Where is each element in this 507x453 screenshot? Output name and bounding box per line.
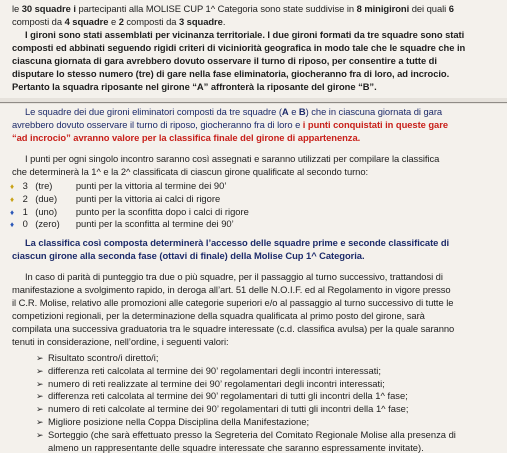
- tiebreak-criteria-list: [36, 352, 456, 453]
- qualification-line-2: ciascun girone alla seconda fase (ottavi di finale) della Molise Cup 1^ Categoria.: [12, 250, 365, 261]
- arrow-bullet-icon: ➢: [36, 353, 44, 363]
- crossover-line-1: Le squadre dei due gironi eliminatori composti da tre squadre (A e B) che in ciascuna giornata di gara: [25, 106, 443, 117]
- criteria-item: ➢ differenza reti calcolata al termine dei 90’ regolamentari di tutti gli incontri della 1^ fase;: [36, 390, 408, 402]
- criteria-item: ➢ differenza reti calcolata al termine dei 90’ regolamentari degli incontri interessati;: [36, 364, 381, 376]
- points-item: ♦ 0 (zero) punti per la sconfitta al termine dei 90’: [10, 218, 234, 230]
- intro-line-6: disputare lo stesso numero (tre) di gare nella fase eliminatoria, giocheranno fra di loro, ad incrocio.: [12, 68, 450, 79]
- diamond-bullet-icon: ♦: [10, 182, 15, 191]
- points-item: ♦ 3 (tre) punti per la vittoria al termine dei 90’: [10, 180, 227, 191]
- intro-line-5: ciascuna giornata di gara avrebbero dovuto osservare il turno di riposo, per consentire a tutte di: [12, 55, 437, 66]
- points-item: ♦ 1 (uno) punto per la sconfitta dopo i calci di rigore: [10, 205, 249, 217]
- intro-line-3: I gironi sono stati assemblati per vicinanza territoriale. I due gironi formati da tre squadre sono stati: [25, 29, 465, 40]
- tiebreak-line-5: compilata una successiva graduatoria tra le squadre interessate (c.d. classifica avulsa) per la quale saranno: [12, 323, 455, 334]
- arrow-bullet-icon: ➢: [36, 416, 44, 427]
- arrow-bullet-icon: ➢: [36, 378, 44, 389]
- points-item: ♦ 2 (due) punti per la vittoria ai calci di rigore: [10, 192, 221, 204]
- tiebreak-line-2: manifestazione a svolgimento rapido, in deroga all’art. 51 delle N.O.I.F. ed al Regolamento in vigore presso: [12, 284, 451, 295]
- arrow-bullet-icon: ➢: [36, 365, 44, 376]
- criteria-item: ➢ numero di reti calcolate al termine dei 90’ regolamentari di tutti gli incontri della 1^ fase;: [36, 403, 409, 415]
- points-intro-line-2: che determinerà la 1^ e la 2^ classificata di ciascun girone qualificate al secondo turno:: [12, 166, 369, 177]
- diamond-bullet-icon: ♦: [10, 194, 15, 204]
- intro-line-7: Pertanto la squadra riposante nel girone “A” affronterà la riposante del girone “B”.: [12, 81, 377, 92]
- tiebreak-line-1: In caso di parità di punteggio tra due o più squadre, per il passaggio al turno successivo, trattandosi di: [25, 271, 443, 282]
- tiebreak-line-4: competizioni regionali, per la determinazione della squadra qualificata al primo posto del girone, sarà: [12, 310, 425, 321]
- points-intro-line-1: I punti per ogni singolo incontro saranno così assegnati e saranno utilizzati per compilare la classifica: [25, 153, 440, 164]
- diamond-bullet-icon: ♦: [10, 220, 15, 230]
- criteria-item: ➢ Sorteggio (che sarà effettuato presso la Segreteria del Comitato Regionale Molise alla presenza di: [36, 428, 456, 440]
- diamond-bullet-icon: ♦: [10, 207, 15, 217]
- criteria-item: ➢ Migliore posizione nella Coppa Disciplina della Manifestazione;: [36, 415, 310, 427]
- criteria-item-continued: almeno un rappresentante delle squadre interessate che saranno espressamente invitate).: [48, 441, 424, 453]
- criteria-item: ➢ Risultato scontro/i diretto/i;: [36, 352, 159, 363]
- crossover-line-2: avrebbero dovuto osservare il turno di riposo, giocheranno fra di loro e i punti conquistati in queste gare: [12, 119, 448, 130]
- arrow-bullet-icon: ➢: [36, 391, 44, 402]
- arrow-bullet-icon: ➢: [36, 429, 44, 440]
- intro-line-2: composti da 4 squadre e 2 composti da 3 squadre.: [12, 16, 226, 27]
- page-separator-line: [0, 102, 507, 103]
- points-list: [10, 180, 249, 231]
- tiebreak-line-6: tenuti in considerazione, nell’ordine, i seguenti valori:: [12, 336, 229, 347]
- crossover-line-3: “ad incrocio” avranno valore per la classifica finale del girone di appartenenza.: [12, 132, 361, 143]
- criteria-item: ➢ numero di reti realizzate al termine dei 90’ regolamentari degli incontri interessati;: [36, 377, 385, 389]
- arrow-bullet-icon: ➢: [36, 404, 44, 415]
- intro-line-4: composti ed abbinati seguendo rigidi criteri di viciniorità geografica in modo tale che le squadre che in: [12, 42, 466, 53]
- tiebreak-line-3: il C.R. Molise, relativo alle promozioni alle categorie superiori e/o al passaggio al turno successivo di tutte le: [12, 297, 454, 308]
- qualification-line-1: La classifica così composta determinerà l’accesso delle squadre prime e seconde classificate di: [25, 237, 450, 248]
- page-separator: [0, 98, 507, 104]
- intro-line-1: le 30 squadre i partecipanti alla MOLISE CUP 1^ Categoria sono state suddivise in 8 minigironi dei quali 6: [12, 3, 454, 14]
